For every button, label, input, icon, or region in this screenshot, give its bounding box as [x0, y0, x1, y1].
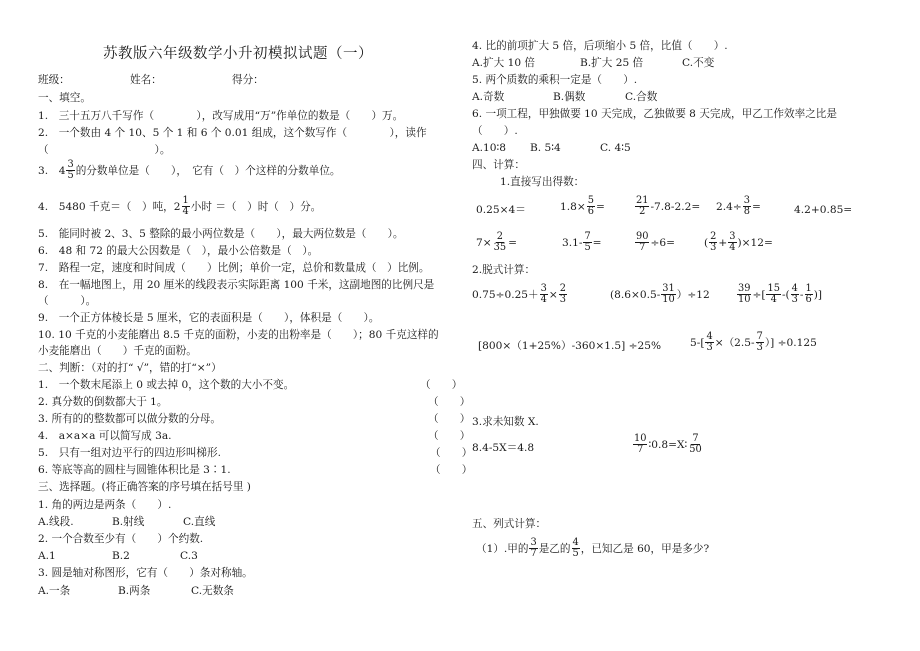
fill-q3: [38, 160, 341, 182]
fill-q10-line1: 10. 10 千克的小麦能磨出 8.5 千克的面粉，小麦的出粉率是（ ）；80 千克这样的: [38, 329, 439, 341]
judge-item-2: 2. 真分数的倒数都大于 1。: [38, 396, 168, 408]
direct-r2c3: $\frac{90}{7}$ ÷6=: [636, 231, 675, 254]
word-q1: （1）.甲的 $\frac{3}{7}$ 是乙的 $\frac{4}{5}$ ，已知乙是 60，甲是多少?: [476, 537, 710, 560]
fill-q10-line2: 小麦能磨出（ ）千克的面粉。: [38, 345, 197, 357]
choice-q6-option-b: B. 5∶4: [530, 142, 561, 154]
direct-r1c3: $\frac{21}{2}$ -7.8-2.2=: [636, 195, 701, 218]
fraction: $\frac{2}{35}$: [493, 231, 507, 254]
choice-q5-option-a: A.奇数: [472, 91, 505, 103]
fill-q3-prefix: 3. 4: [38, 164, 66, 177]
judge-item-1: 1. 一个数末尾添上 0 或去掉 0，这个数的大小不变。: [38, 379, 295, 391]
section-judge-heading: 二、判断：（对的打“ √”，错的打“×”）: [38, 362, 222, 374]
score-label: 得分：: [232, 74, 264, 86]
fraction: $\frac{7}{5}$: [584, 231, 591, 254]
step-expr-4: [800×（1+25%）-360×1.5] ÷25%: [478, 340, 662, 352]
section-fill-heading: 一、填空。: [38, 92, 91, 104]
calc-step-heading: 2.脱式计算：: [472, 264, 536, 276]
fraction: $\frac{3}{8}$: [743, 195, 750, 218]
section-choice-heading: 三、选择题。(将正确答案的序号填在括号里 ): [38, 481, 251, 493]
section-word-heading: 五、列式计算：: [472, 518, 547, 530]
fraction: $\frac{3}{4}$: [729, 231, 736, 254]
fill-q3-suffix: 的分数单位是（ ）， 它有（ ）个这样的分数单位。: [75, 164, 341, 177]
calc-equation-heading: 3.求未知数 X.: [472, 416, 539, 428]
calc-direct-heading: 1.直接写出得数：: [500, 176, 585, 188]
fraction: $\frac{31}{10}$: [662, 283, 675, 306]
fraction: $\frac{3}{5}$: [67, 159, 74, 182]
direct-r2c1: 7× $\frac{2}{35}$ =: [476, 231, 517, 254]
choice-q1-option-a: A.线段.: [38, 516, 74, 528]
fill-q2-line2: （ ）。: [38, 144, 171, 156]
fraction: $\frac{15}{4}$: [767, 283, 780, 306]
judge-item-6: 6. 等底等高的圆柱与圆锥体积比是 3∶1.: [38, 464, 231, 476]
fraction: $\frac{39}{10}$: [738, 283, 751, 306]
fill-q7: 7. 路程一定，速度和时间成（ ）比例；单价一定，总价和数量成（ ）比例。: [38, 262, 430, 274]
direct-r1c1: 0.25×4＝: [476, 204, 526, 216]
fraction: $\frac{21}{2}$: [636, 195, 649, 218]
choice-q6-option-a: A.10∶8: [472, 142, 506, 154]
choice-q2-option-a: A.1: [38, 550, 56, 562]
choice-q1-option-c: C.直线: [183, 516, 216, 528]
choice-q5-option-c: C.合数: [625, 91, 658, 103]
step-expr-3: $\frac{39}{10}$ ÷[ $\frac{15}{4}$ -( $\frac{4}{3}$ - $\frac{1}{6}$ )]: [738, 283, 823, 306]
direct-r2c4: ( $\frac{2}{3}$ + $\frac{3}{4}$ )×12=: [704, 231, 773, 254]
fill-q9: 9. 一个正方体棱长是 5 厘米，它的表面积是（ ），体积是（ ）。: [38, 312, 380, 324]
step-expr-1: 0.75÷0.25＋ $\frac{3}{4}$ × $\frac{2}{3}$: [472, 283, 567, 306]
page-title: 苏教版六年级数学小升初模拟试题（一）: [103, 46, 373, 62]
choice-q4-option-c: C.不变: [682, 57, 715, 69]
judge-answer-6[interactable]: （ ）: [430, 464, 473, 476]
judge-answer-4[interactable]: （ ）: [428, 430, 471, 442]
equation-1: 8.4-5X＝4.8: [472, 442, 535, 454]
fill-q5: 5. 能同时被 2、3、5 整除的最小两位数是（ ），最大两位数是（ ）。: [38, 228, 404, 240]
fraction: $\frac{2}{3}$: [559, 283, 567, 306]
judge-item-3: 3. 所有的的整数都可以做分数的分母。: [38, 413, 221, 425]
choice-q6-stem-line1: 6. 一项工程，甲独做要 10 天完成，乙独做要 8 天完成，甲乙工作效率之比是: [472, 108, 837, 120]
name-label: 姓名：: [130, 74, 162, 86]
direct-r1c4: 2.4÷ $\frac{3}{8}$ =: [716, 195, 761, 218]
choice-q2-option-c: C.3: [180, 550, 198, 562]
choice-q2-stem: 2. 一个合数至少有（ ）个约数.: [38, 533, 204, 545]
choice-q3-option-a: A.一条: [38, 585, 71, 597]
direct-r1c5: 4.2+0.85=: [794, 204, 853, 216]
fraction: $\frac{3}{7}$: [530, 537, 537, 560]
choice-q2-option-b: B.2: [112, 550, 130, 562]
choice-q6-option-c: C. 4∶5: [600, 142, 631, 154]
choice-q3-option-c: C.无数条: [191, 585, 234, 597]
fraction: $\frac{5}{6}$: [587, 195, 594, 218]
fraction: $\frac{4}{3}$: [706, 331, 713, 354]
equation-2: $\frac{10}{7}$ ∶0.8=X∶ $\frac{7}{50}$: [634, 433, 702, 456]
fill-q8-line1: 8. 在一幅地图上，用 20 厘米的线段表示实际距离 100 千米，这副地图的比例尺是: [38, 279, 435, 291]
judge-answer-2[interactable]: （ ）: [428, 396, 471, 408]
fill-q2-line1: 2. 一个数由 4 个 10、5 个 1 和 6 个 0.01 组成，这个数写作（ ），读作: [38, 127, 427, 139]
choice-q4-option-b: B.扩大 25 倍: [580, 57, 644, 69]
section-calc-heading: 四、计算：: [472, 159, 525, 171]
choice-q5-option-b: B.偶数: [553, 91, 586, 103]
step-expr-2: (8.6×0.5- $\frac{31}{10}$ ）÷12: [610, 283, 710, 306]
choice-q4-option-a: A.扩大 10 倍: [472, 57, 536, 69]
choice-q3-option-b: B.两条: [118, 585, 151, 597]
fill-q1: 1. 三十五万八千写作（ ），改写成用“万”作单位的数是（ ）万。: [38, 110, 404, 122]
step-expr-5: 5-[ $\frac{4}{3}$ ×（2.5- $\frac{7}{3}$ ）] ÷0.125: [690, 331, 817, 354]
direct-r2c2: 3.1- $\frac{7}{5}$ =: [562, 231, 602, 254]
judge-answer-1[interactable]: （ ）: [420, 379, 463, 391]
choice-q5-stem: 5. 两个质数的乘积一定是（ ）.: [472, 74, 638, 86]
judge-item-5: 5. 只有一组对边平行的四边形叫梯形.: [38, 447, 221, 459]
fraction: $\frac{2}{3}$: [710, 231, 717, 254]
fraction: $\frac{3}{4}$: [540, 283, 547, 306]
fraction: $\frac{10}{7}$: [634, 433, 647, 456]
choice-q1-stem: 1. 角的两边是两条（ ）.: [38, 499, 172, 511]
fill-q8-line2: （ ）。: [38, 295, 97, 307]
fill-q6: 6. 48 和 72 的最大公因数是（ ），最小公倍数是（ ）。: [38, 245, 319, 257]
fraction: $\frac{1}{4}$: [182, 195, 189, 218]
fraction: $\frac{4}{5}$: [572, 537, 579, 560]
fraction: $\frac{7}{50}$: [689, 433, 702, 456]
choice-q6-stem-line2: （ ）.: [472, 125, 518, 137]
judge-answer-3[interactable]: （ ）: [428, 413, 471, 425]
choice-q3-stem: 3. 圆是轴对称图形，它有（ ）条对称轴。: [38, 567, 253, 579]
class-label: 班级：: [38, 74, 70, 86]
judge-item-4: 4. a×a×a 可以简写成 3a.: [38, 430, 172, 442]
fraction: $\frac{1}{6}$: [805, 283, 812, 306]
judge-answer-5[interactable]: （ ）: [430, 447, 473, 459]
fraction: $\frac{90}{7}$: [636, 231, 649, 254]
direct-r1c2: 1.8× $\frac{5}{6}$ =: [560, 195, 605, 218]
choice-q1-option-b: B.射线: [112, 516, 145, 528]
fraction: $\frac{4}{3}$: [791, 283, 798, 306]
fraction: $\frac{7}{3}$: [756, 331, 763, 354]
fill-q4: 4. 5480 千克＝（ ）吨，2 $\frac{1}{4}$ 小时 ＝（ ）时（ ）分。: [38, 195, 322, 218]
choice-q4-stem: 4. 比的前项扩大 5 倍，后项缩小 5 倍，比值（ ）.: [472, 40, 728, 52]
